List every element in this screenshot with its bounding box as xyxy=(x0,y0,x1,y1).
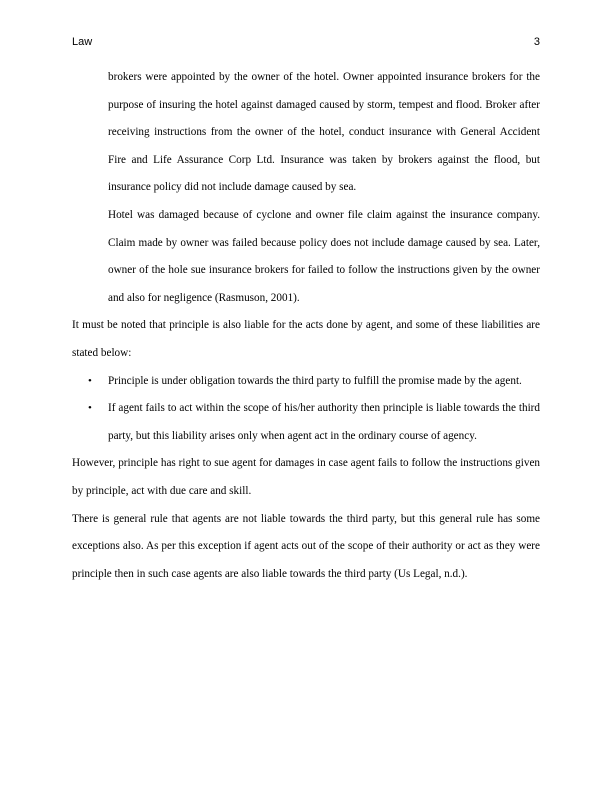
body-paragraph: There is general rule that agents are not liable towards the third party, but this general rule has some exceptions also. As per this exception if agent acts out of the scope of their authority or act as they were principle then in such case agents are also liable towards the third party (Us Legal, n.d.). xyxy=(72,512,540,580)
liability-list xyxy=(72,368,540,451)
case-paragraph: brokers were appointed by the owner of the hotel. Owner appointed insurance brokers for the purpose of insuring the hotel against damaged caused by storm, tempest and flood. Broker after receiving instructions from the owner of the hotel, conduct insurance with General Accident Fire and Life Assurance Corp Ltd. Insurance was taken by brokers against the flood, but insurance policy did not include damage caused by sea. xyxy=(108,71,540,194)
page-number: 3 xyxy=(533,36,540,48)
case-paragraph: Hotel was damaged because of cyclone and owner file claim against the insurance company. Claim made by owner was failed because policy does not include damage caused by sea. Later, owner of the hole sue insurance brokers for failed to follow the instructions given by the owner and also for negligence (Rasmuson, 2001). xyxy=(108,208,540,304)
document-body xyxy=(72,64,540,588)
bullet-icon: • xyxy=(88,374,92,387)
list-item xyxy=(72,395,540,450)
body-paragraph: However, principle has right to sue agent for damages in case agent fails to follow the instructions given by principle, act with due care and skill. xyxy=(72,457,540,497)
bullet-icon: • xyxy=(88,402,92,415)
running-header-title: Law xyxy=(72,36,93,48)
intro-paragraph: It must be noted that principle is also liable for the acts done by agent, and some of these liabilities are stated below: xyxy=(72,319,540,359)
list-item-text: Principle is under obligation towards the third party to fulfill the promise made by the agent. xyxy=(108,374,522,387)
list-item-text: If agent fails to act within the scope of his/her authority then principle is liable towards the third party, but this liability arises only when agent act in the ordinary course of agency. xyxy=(108,402,540,442)
list-item xyxy=(72,368,540,396)
